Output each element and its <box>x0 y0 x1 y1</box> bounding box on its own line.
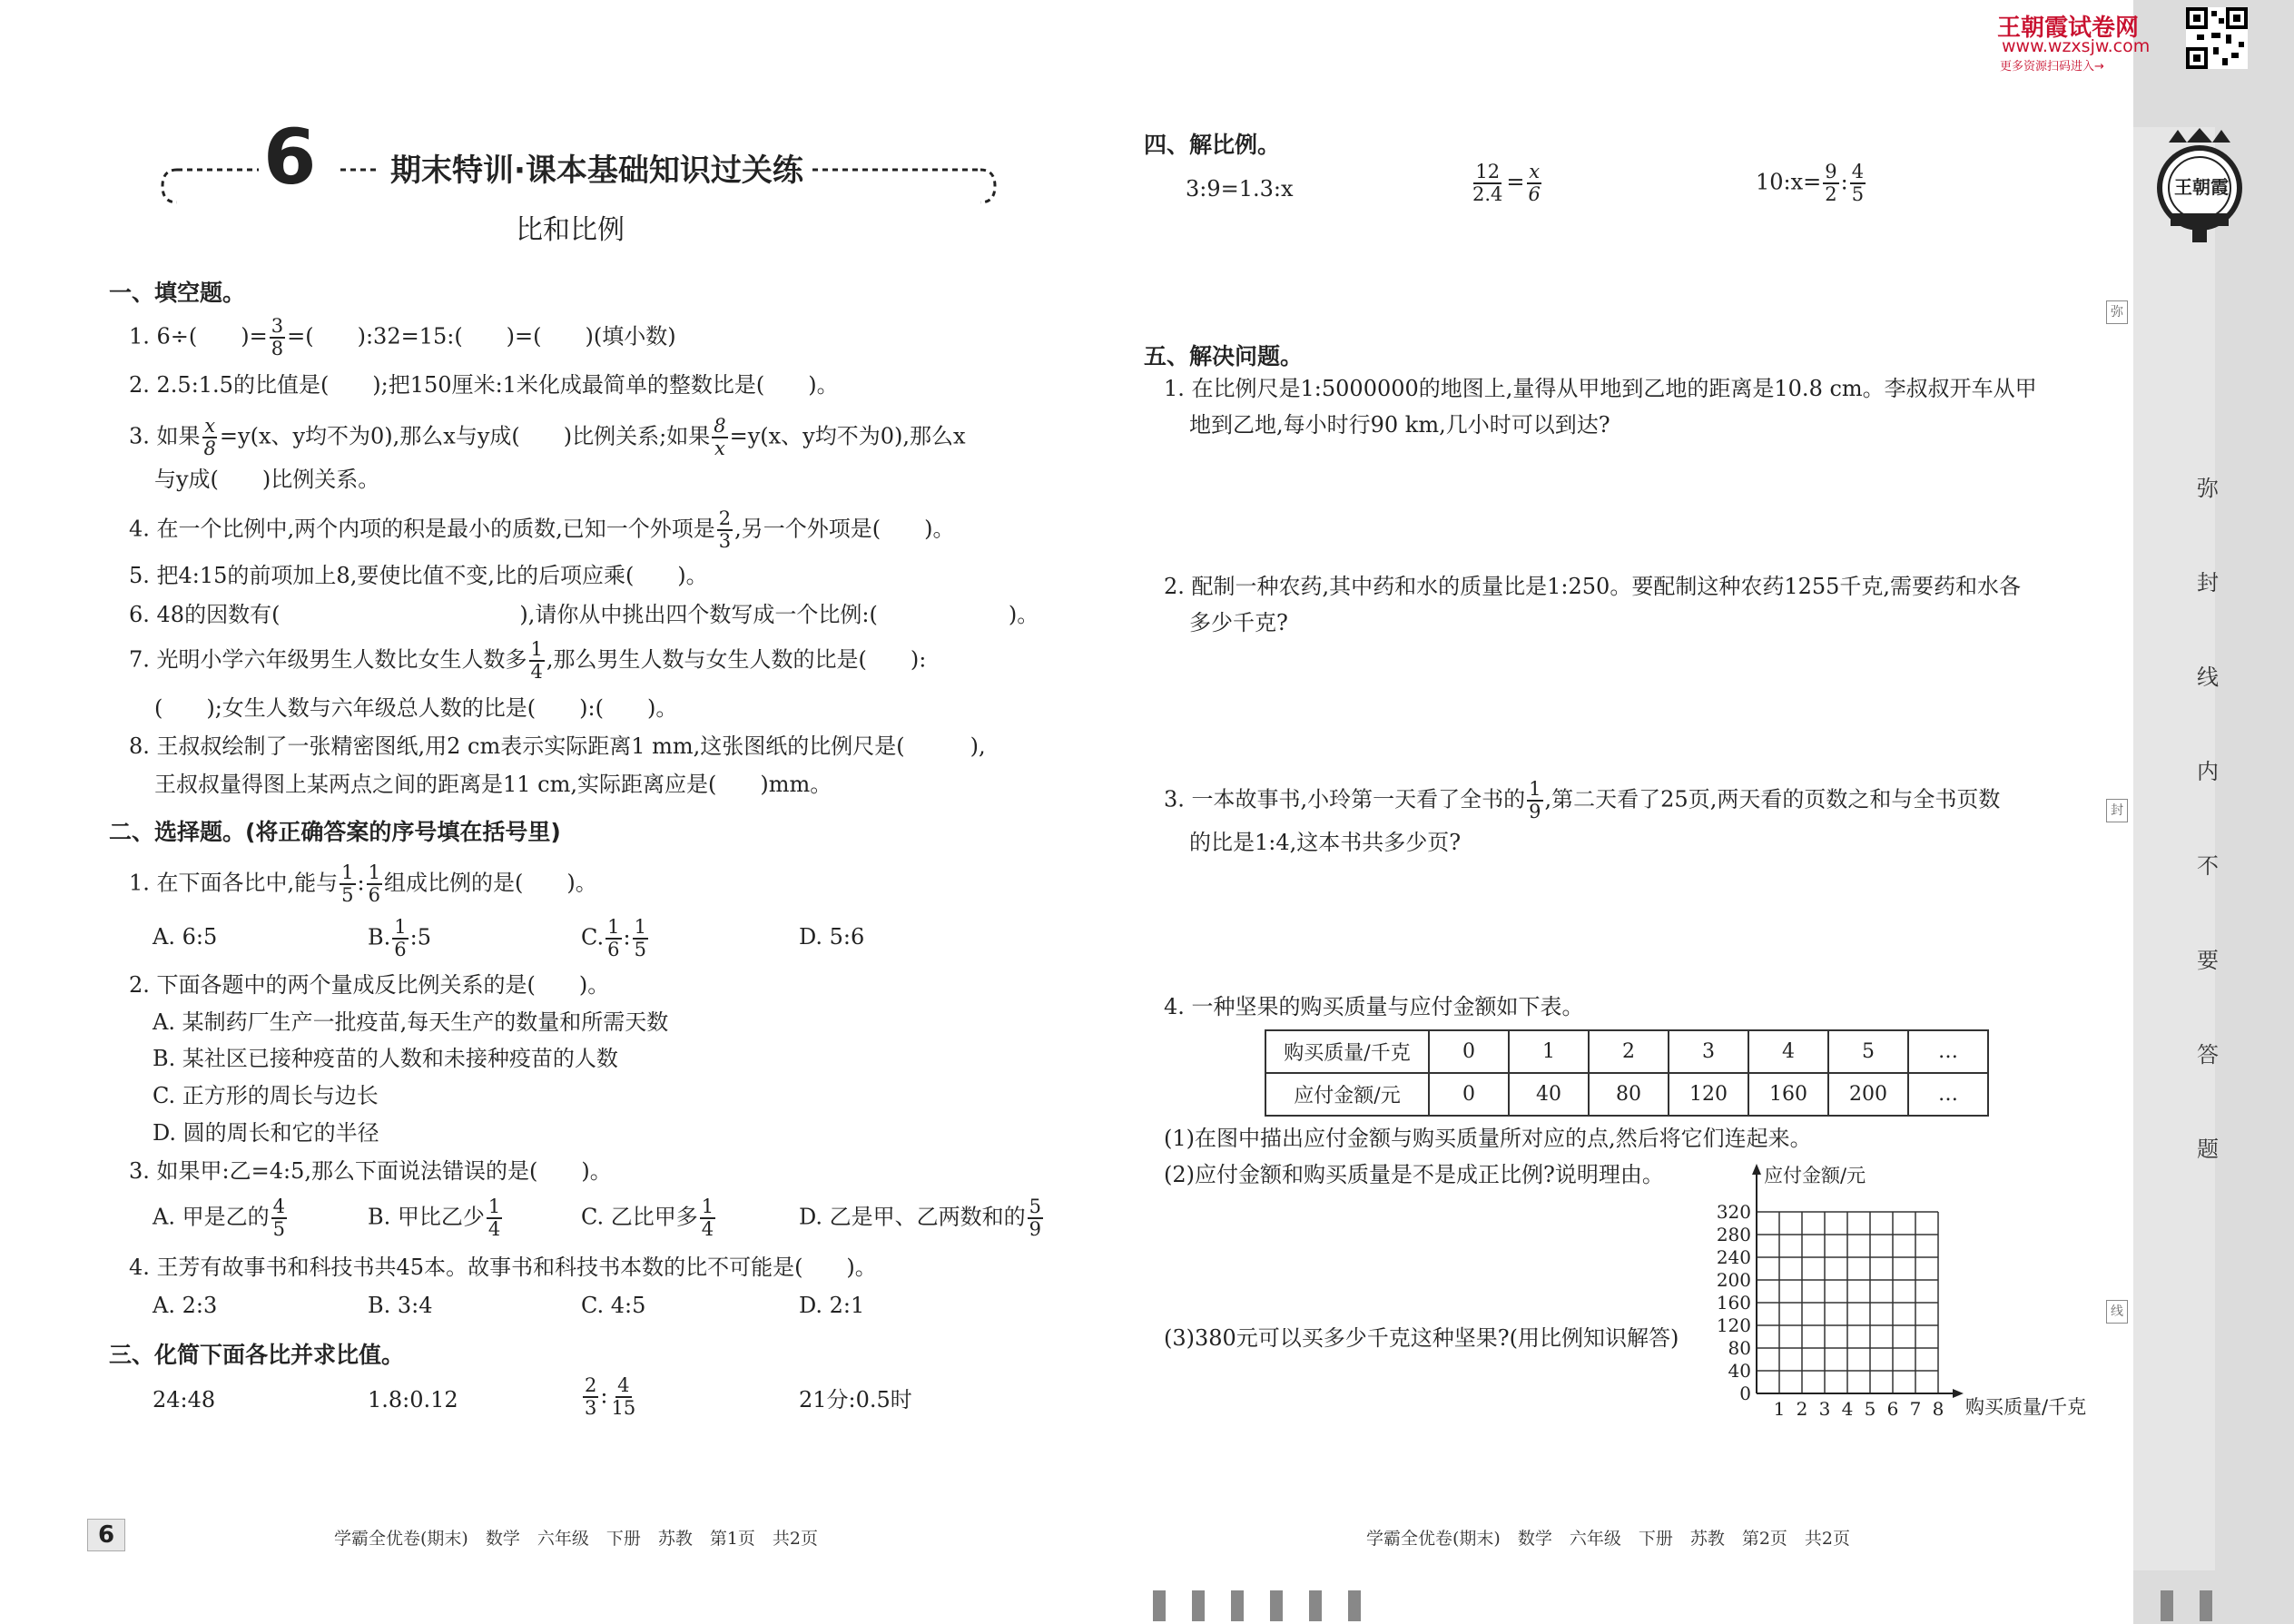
x-tick-label: 3 <box>1818 1398 1831 1420</box>
simplify-d: 21分:0.5时 <box>799 1387 912 1412</box>
choice-q4-option-c: C. 4:5 <box>581 1293 646 1318</box>
choice-q1-option-c: C. $\frac{1}{6}$ : $\frac{1}{5}$ <box>581 916 646 960</box>
page-number-badge: 6 <box>87 1519 125 1551</box>
table-cell: 购买质量/千克 <box>1265 1030 1429 1073</box>
binding-char: 要 <box>2197 948 2219 973</box>
problem-3: 3. 一本故事书,小玲第一天看了全书的 $\frac{1}{9}$ ,第二天看了25页,两天看的页数之和与全书页数 <box>1164 778 2001 822</box>
binding-char: 答 <box>2197 1042 2219 1068</box>
table-cell: 2 <box>1589 1030 1669 1073</box>
table-cell: … <box>1908 1030 1988 1073</box>
choice-q2-option-d: D. 圆的周长和它的半径 <box>153 1120 379 1146</box>
choice-q3-option-b: B. 甲比乙少 $\frac{1}{4}$ <box>368 1196 501 1240</box>
solve-a: 3:9=1.3:x <box>1186 176 1294 202</box>
choice-q4-option-d: D. 2:1 <box>799 1293 865 1318</box>
problem-2: 2. 配制一种农药,其中药和水的质量比是1:250。要配制这种农药1255千克,需要药和水各 <box>1164 574 2022 599</box>
y-tick-label: 40 <box>1728 1360 1751 1382</box>
y-tick-label: 80 <box>1728 1337 1751 1359</box>
page-subtitle: 比和比例 <box>516 214 625 246</box>
section-heading: 二、选择题。(将正确答案的序号填在括号里) <box>109 819 561 845</box>
binding-char: 弥 <box>2197 476 2219 501</box>
binding-mark: 弥 <box>2106 300 2128 324</box>
simplify-c: $\frac{2}{3}$ : $\frac{4}{15}$ <box>585 1374 636 1419</box>
choice-q3-option-d: D. 乙是甲、乙两数和的 $\frac{5}{9}$ <box>799 1196 1042 1240</box>
site-logo-name: 王朝霞试卷网 <box>1997 15 2140 42</box>
choice-q1-option-a: A. 6:5 <box>153 924 218 950</box>
solve-c: 10:x= $\frac{9}{2}$ : $\frac{4}{5}$ <box>1756 161 1865 205</box>
section-heading: 三、化简下面各比并求比值。 <box>109 1342 405 1368</box>
section-heading: 五、解决问题。 <box>1144 343 1304 369</box>
y-tick-label: 0 <box>1739 1383 1751 1404</box>
table-cell: 0 <box>1429 1073 1509 1116</box>
choice-q4: 4. 王芳有故事书和科技书共45本。故事书和科技书本数的比不可能是( )。 <box>129 1255 877 1280</box>
x-axis-arrow-icon <box>1953 1389 1964 1398</box>
problem-1: 1. 在比例尺是1:5000000的地图上,量得从甲地到乙地的距离是10.8 cm。李叔叔开车从甲 <box>1164 376 2037 401</box>
choice-q4-option-a: A. 2:3 <box>153 1293 218 1318</box>
x-tick-label: 2 <box>1796 1398 1808 1420</box>
scan-bars <box>1153 1590 1387 1624</box>
fill-q6: 6. 48的因数有( ),请你从中挑出四个数写成一个比例:( )。 <box>129 602 1039 627</box>
fill-q3: 3. 如果 $\frac{x}{8}$ =y(x、y均不为0),那么x与y成( )比例关系;如果 $\frac{8}{x}$ =y(x、y均不为0),那么x <box>129 415 966 459</box>
problem-4-part1: (1)在图中描出应付金额与购买质量所对应的点,然后将它们连起来。 <box>1164 1126 1812 1151</box>
problem-4-part3: (3)380元可以买多少千克这种坚果?(用比例知识解答) <box>1164 1325 1679 1351</box>
y-tick-label: 120 <box>1716 1314 1751 1336</box>
site-note: 更多资源扫码进入→ <box>2000 60 2104 74</box>
x-tick-label: 8 <box>1932 1398 1944 1420</box>
fill-q5: 5. 把4:15的前项加上8,要使比值不变,比的后项应乘( )。 <box>129 563 708 588</box>
section-heading: 四、解比例。 <box>1144 132 1281 158</box>
y-tick-label: 160 <box>1716 1292 1751 1314</box>
qr-code-icon[interactable] <box>2186 7 2248 69</box>
table-cell: 5 <box>1828 1030 1908 1073</box>
binding-mark: 线 <box>2106 1300 2128 1324</box>
table-cell: … <box>1908 1073 1988 1116</box>
y-tick-label: 200 <box>1716 1269 1751 1291</box>
fill-q3-cont: 与y成( )比例关系。 <box>154 467 380 492</box>
site-url: www.wzxsjw.com <box>2002 36 2151 56</box>
fill-q8: 8. 王叔叔绘制了一张精密图纸,用2 cm表示实际距离1 mm,这张图纸的比例尺是( ), <box>129 733 986 759</box>
binding-char: 题 <box>2197 1137 2219 1162</box>
page-title: 期末特训·课本基础知识过关练 <box>390 153 803 189</box>
problem-3-cont: 的比是1:4,这本书共多少页? <box>1189 830 1462 855</box>
choice-q3-option-c: C. 乙比甲多 $\frac{1}{4}$ <box>581 1196 714 1240</box>
table-cell: 3 <box>1669 1030 1748 1073</box>
section-heading: 一、填空题。 <box>109 280 246 306</box>
table-cell: 1 <box>1509 1030 1589 1073</box>
fill-q4: 4. 在一个比例中,两个内项的积是最小的质数,已知一个外项是 $\frac{2}{3}$ ,另一个外项是( )。 <box>129 507 955 552</box>
choice-q2-option-c: C. 正方形的周长与边长 <box>153 1083 379 1108</box>
x-tick-label: 5 <box>1864 1398 1876 1420</box>
x-tick-label: 7 <box>1909 1398 1922 1420</box>
x-tick-label: 6 <box>1886 1398 1899 1420</box>
y-tick-label: 320 <box>1716 1201 1751 1223</box>
table-cell: 160 <box>1748 1073 1828 1116</box>
footer-right: 学霸全优卷(期末) 数学 六年级 下册 苏教 第2页 共2页 <box>1366 1529 1851 1549</box>
table-row <box>1265 1073 1988 1116</box>
simplify-a: 24:48 <box>153 1387 216 1412</box>
y-tick-label: 240 <box>1716 1246 1751 1268</box>
section-number: 6 <box>263 113 317 202</box>
problem-1-cont: 地到乙地,每小时行90 km,几小时可以到达? <box>1189 412 1610 438</box>
table-cell: 80 <box>1589 1073 1669 1116</box>
fill-q2: 2. 2.5:1.5的比值是( );把150厘米:1米化成最简单的整数比是( )。 <box>129 372 839 398</box>
choice-q1: 1. 在下面各比中,能与 $\frac{1}{5}$ : $\frac{1}{6}$ 组成比例的是( )。 <box>129 861 597 906</box>
fill-q7-cont: ( );女生人数与六年级总人数的比是( ):( )。 <box>154 695 678 721</box>
choice-q1-option-b: B. $\frac{1}{6}$ :5 <box>368 916 431 960</box>
table-cell: 0 <box>1429 1030 1509 1073</box>
table-cell: 120 <box>1669 1073 1748 1116</box>
nut-price-table <box>1265 1029 1989 1117</box>
scan-bars-right <box>2161 1590 2239 1624</box>
table-cell: 200 <box>1828 1073 1908 1116</box>
solve-b: $\frac{12}{2.4}$ = $\frac{x}{6}$ <box>1472 161 1541 205</box>
choice-q2: 2. 下面各题中的两个量成反比例关系的是( )。 <box>129 972 610 998</box>
y-tick-label: 280 <box>1716 1224 1751 1245</box>
problem-4-part2: (2)应付金额和购买质量是不是成正比例?说明理由。 <box>1164 1162 1664 1187</box>
problem-4: 4. 一种坚果的购买质量与应付金额如下表。 <box>1164 994 1584 1019</box>
price-grid-chart[interactable] <box>1689 1162 2106 1425</box>
fill-q1: 1. 6÷( )= $\frac{3}{8}$ =( ):32=15:( )=( )(填小数) <box>129 315 676 359</box>
problem-2-cont: 多少千克? <box>1189 610 1288 635</box>
binding-char: 不 <box>2197 853 2219 879</box>
binding-char: 内 <box>2197 759 2219 784</box>
choice-q2-option-b: B. 某社区已接种疫苗的人数和未接种疫苗的人数 <box>153 1046 618 1071</box>
x-axis-label: 购买质量/千克 <box>1965 1396 2087 1418</box>
footer-left: 学霸全优卷(期末) 数学 六年级 下册 苏教 第1页 共2页 <box>334 1529 819 1549</box>
table-cell: 应付金额/元 <box>1265 1073 1429 1116</box>
fill-q7: 7. 光明小学六年级男生人数比女生人数多 $\frac{1}{4}$ ,那么男生人数与女生人数的比是( ): <box>129 638 927 683</box>
x-tick-label: 4 <box>1841 1398 1854 1420</box>
y-axis-arrow-icon <box>1752 1164 1761 1175</box>
table-cell: 4 <box>1748 1030 1828 1073</box>
choice-q3: 3. 如果甲:乙=4:5,那么下面说法错误的是( )。 <box>129 1158 612 1184</box>
seal-brand: 王朝霞 <box>2174 176 2229 198</box>
table-cell: 40 <box>1509 1073 1589 1116</box>
choice-q1-option-d: D. 5:6 <box>799 924 865 950</box>
x-tick-label: 1 <box>1773 1398 1786 1420</box>
simplify-b: 1.8:0.12 <box>368 1387 458 1412</box>
y-axis-label: 应付金额/元 <box>1764 1165 1866 1186</box>
binding-char: 线 <box>2197 664 2219 690</box>
choice-q4-option-b: B. 3:4 <box>368 1293 433 1318</box>
binding-mark: 封 <box>2106 799 2128 822</box>
table-row <box>1265 1030 1988 1073</box>
choice-q3-option-a: A. 甲是乙的 $\frac{4}{5}$ <box>153 1196 285 1240</box>
fill-q8-cont: 王叔叔量得图上某两点之间的距离是11 cm,实际距离应是( )mm。 <box>154 772 832 797</box>
binding-char: 封 <box>2197 570 2219 595</box>
choice-q2-option-a: A. 某制药厂生产一批疫苗,每天生产的数量和所需天数 <box>153 1009 669 1035</box>
